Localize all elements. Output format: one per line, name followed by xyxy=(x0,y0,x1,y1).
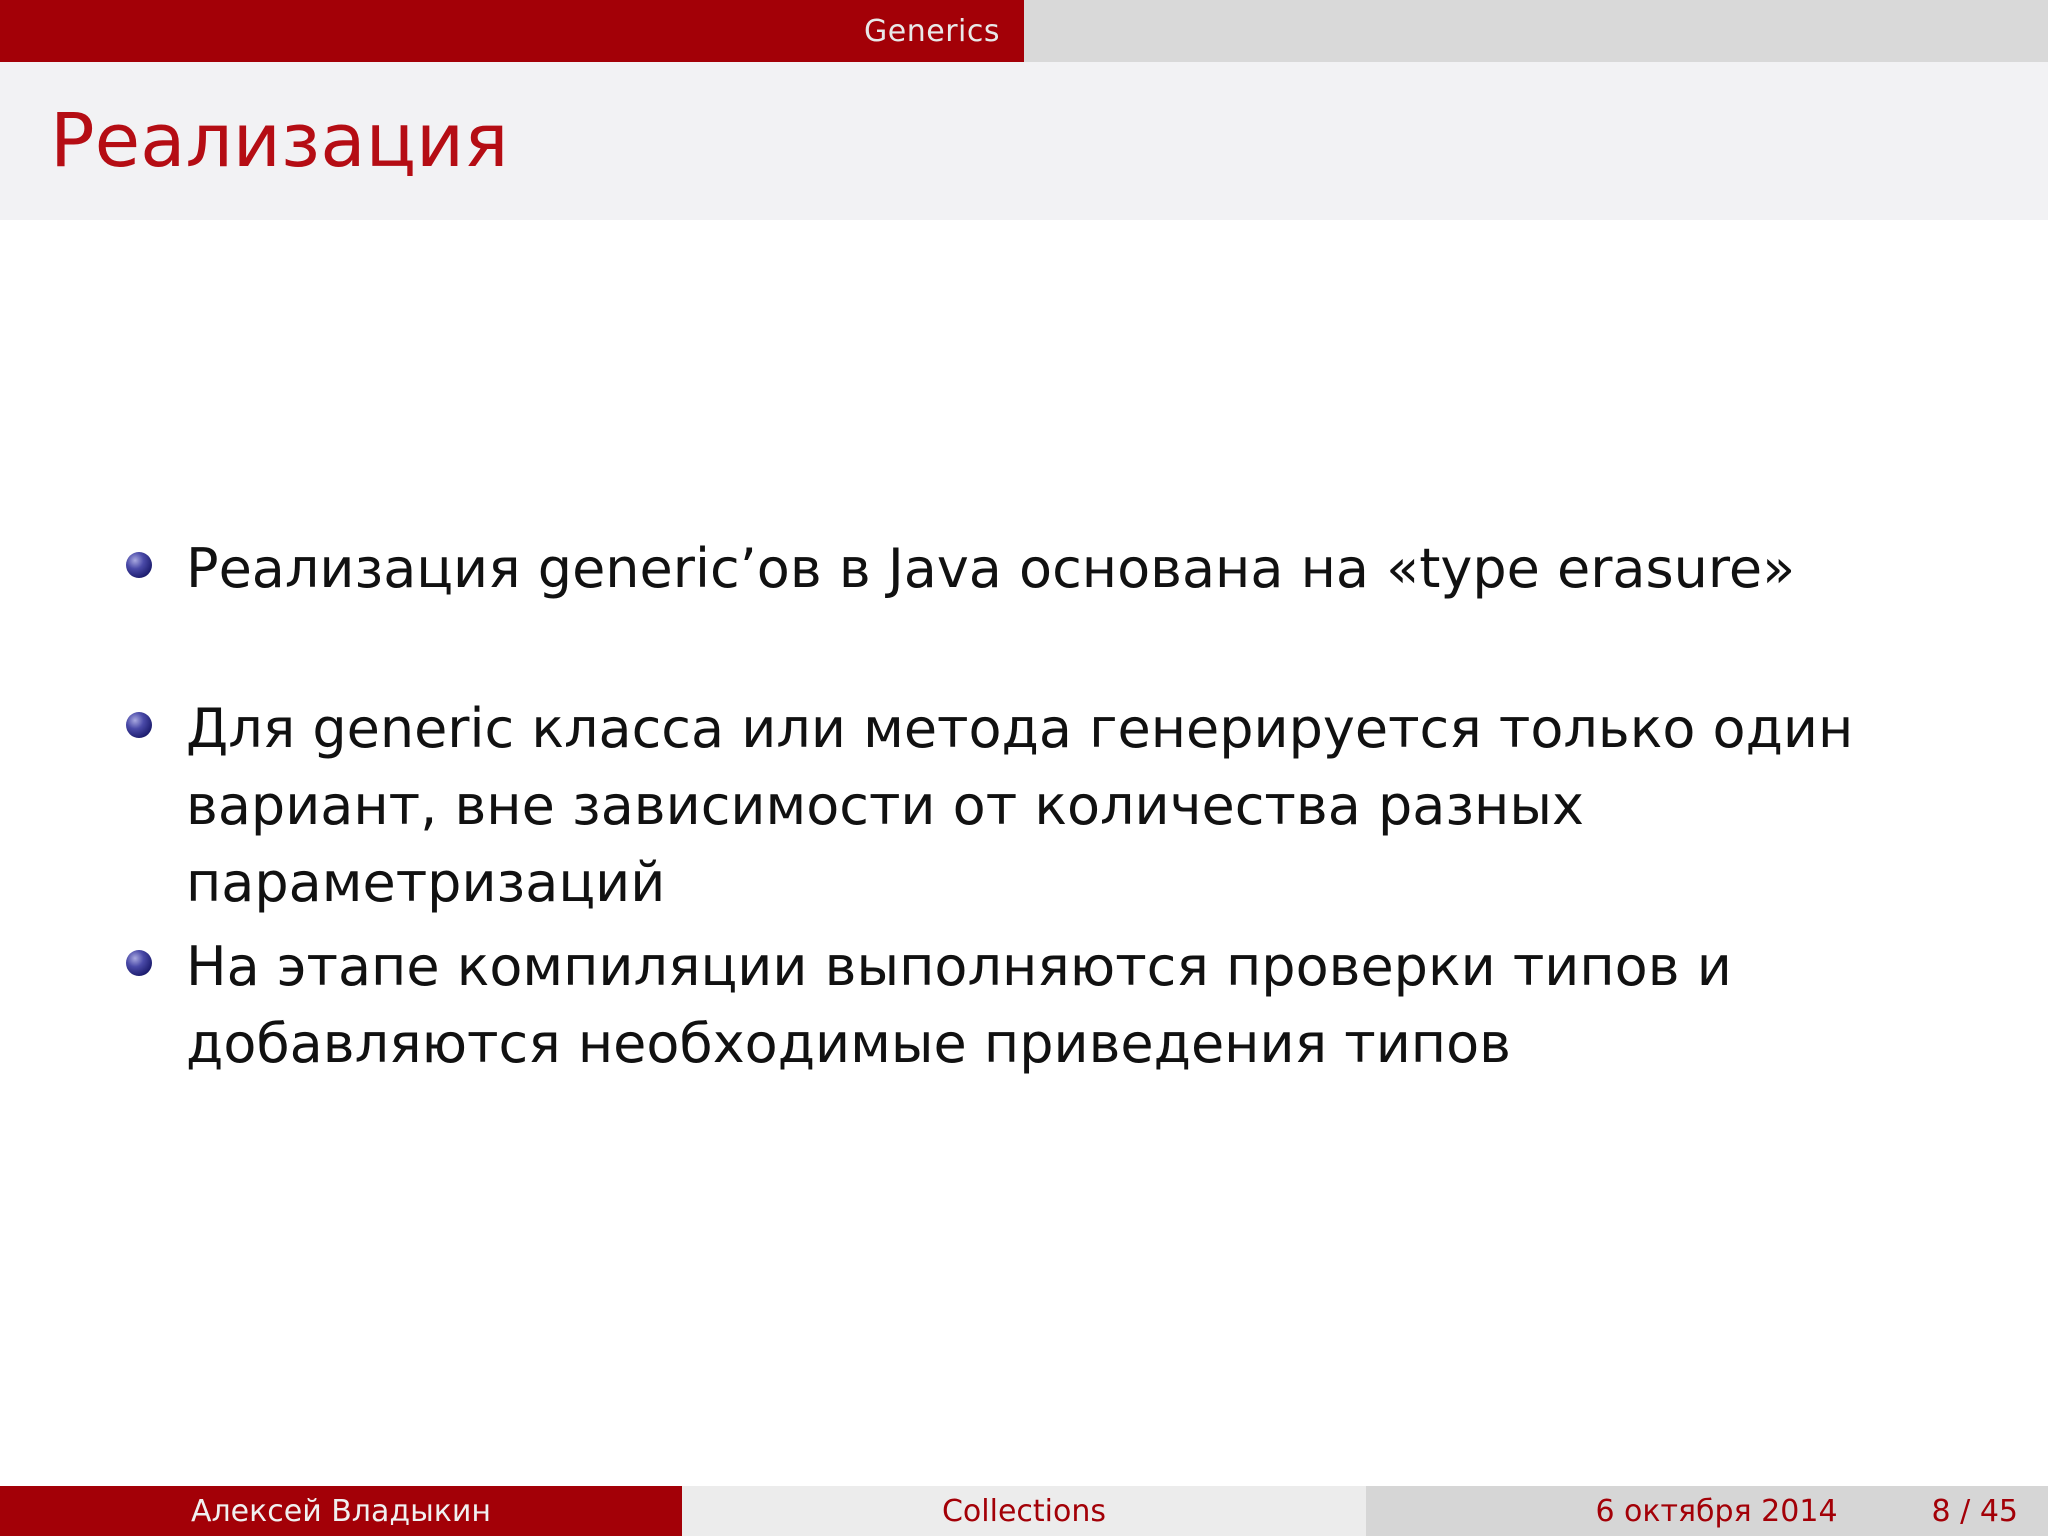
footer-presentation-title xyxy=(682,1486,1366,1536)
nav-section-label[interactable]: Generics xyxy=(864,13,1000,49)
frame-title: Реализация xyxy=(50,98,509,184)
footer-title-label: Collections xyxy=(941,1493,1107,1529)
bullet-text: Для generic класса или метода генерируется только один вариант, вне зависимости от количества разных параметризаций xyxy=(186,697,1854,914)
bullet-item xyxy=(126,928,2006,1082)
footer-date-page xyxy=(1366,1486,2048,1536)
bullet-item xyxy=(126,530,2006,607)
footer-author xyxy=(0,1486,682,1536)
nav-bar-remainder xyxy=(1024,0,2048,62)
bullet-ball-icon xyxy=(126,552,152,578)
footer-author-label: Алексей Владыкин xyxy=(190,1493,492,1529)
footer-date: 6 октября 2014 xyxy=(1595,1493,1838,1529)
bullet-item xyxy=(126,690,2006,921)
footer-bar xyxy=(0,1486,2048,1536)
bullet-text: Реализация generic’ов в Java основана на «type erasure» xyxy=(186,537,1796,600)
bullet-ball-icon xyxy=(126,950,152,976)
slide-body xyxy=(0,220,2048,1486)
footer-page-number: 8 / 45 xyxy=(1931,1493,2018,1529)
frame-title-band xyxy=(0,62,2048,220)
bullet-text: На этапе компиляции выполняются проверки типов и добавляются необходимые приведения типов xyxy=(186,935,1732,1075)
top-navigation-bar xyxy=(0,0,2048,62)
bullet-ball-icon xyxy=(126,712,152,738)
nav-section-generics[interactable] xyxy=(0,0,1024,62)
